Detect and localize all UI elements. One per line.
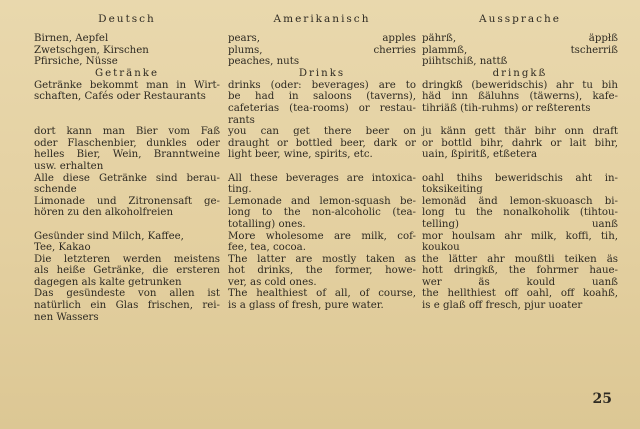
section-heading: dringkß bbox=[492, 67, 548, 79]
blank-line bbox=[34, 115, 220, 127]
text-line: Limonade und Zitronensaft ge- bbox=[34, 195, 220, 207]
text-line: be had in saloons (taverns), bbox=[228, 91, 416, 103]
text-line: Tee, Kakao bbox=[34, 242, 91, 254]
text-line: natürlich ein Glas frischen, rei- bbox=[34, 300, 220, 312]
column-aussprache-body bbox=[422, 33, 618, 312]
text-line: draught or bottled beer, dark or bbox=[228, 137, 416, 149]
text-line: ju känn gett thär bihr onn draft bbox=[422, 126, 618, 138]
text-line: light beer, wine, spirits, etc. bbox=[228, 149, 373, 161]
text-line: toksikeiting bbox=[422, 184, 483, 196]
text-line: Gesünder sind Milch, Kaffee, bbox=[34, 230, 184, 242]
text-line: All these beverages are intoxica- bbox=[228, 172, 416, 184]
column-amerikanisch bbox=[228, 14, 416, 312]
text-line: the hellthiest off oahl, off koahß, bbox=[422, 288, 618, 300]
blank-line bbox=[422, 115, 618, 127]
text-line: schende bbox=[34, 184, 77, 196]
text-line: plums, cherries bbox=[228, 44, 416, 56]
text-line: hören zu den alkoholfreien bbox=[34, 207, 174, 219]
text-line: hott dringkß, the fohrmer haue- bbox=[422, 265, 618, 277]
text-line: The latter are mostly taken as bbox=[228, 253, 416, 265]
text-line: Lemonade and lemon-squash be- bbox=[228, 195, 416, 207]
text-line: is a glass of fresh, pure water. bbox=[228, 300, 384, 312]
text-line: tihriäß (tih-ruhms) or reßterents bbox=[422, 102, 591, 114]
text-line: plammß, tscherriß bbox=[422, 44, 618, 56]
text-line: koukou bbox=[422, 242, 460, 254]
text-line: Birnen, Aepfel bbox=[34, 33, 109, 44]
text-line: als heiße Getränke, die ersteren bbox=[34, 265, 220, 277]
text-line: More wholesome are milk, cof- bbox=[228, 230, 416, 242]
text-line: Die letzteren werden meistens bbox=[34, 253, 220, 265]
text-line: the lätter ahr moußtli teiken äs bbox=[422, 253, 618, 265]
text-line: long to the non-alcoholic (tea- bbox=[228, 207, 416, 219]
text-line: häd inn ßäluhns (täwerns), kafe- bbox=[422, 91, 618, 103]
text-line: hot drinks, the former, howe- bbox=[228, 265, 416, 277]
text-line: Getränke bekommt man in Wirt- bbox=[34, 79, 220, 91]
text-line: long tu the nonalkoholik (tihtou- bbox=[422, 207, 618, 219]
text-line: or bottld bihr, dahrk or lait bihr, bbox=[422, 137, 618, 149]
section-heading: Getränke bbox=[95, 67, 159, 79]
text-line: oder Flaschenbier, dunkles oder bbox=[34, 137, 220, 149]
text-line: pears, apples bbox=[228, 33, 416, 44]
text-line: dagegen als kalte getrunken bbox=[34, 276, 182, 288]
text-line: dort kann man Bier vom Faß bbox=[34, 126, 220, 138]
text-line: Das gesündeste von allen ist bbox=[34, 288, 220, 300]
blank-line bbox=[34, 103, 220, 115]
page-number: 25 bbox=[592, 391, 612, 407]
text-line: rants bbox=[228, 114, 255, 126]
text-line: telling) uanß bbox=[422, 218, 618, 230]
text-line: schaften, Cafés oder Restaurants bbox=[34, 91, 206, 103]
text-line: usw. erhalten bbox=[34, 160, 104, 172]
column-aussprache bbox=[422, 14, 618, 312]
text-line: is e glaß off fresch, pjur uoater bbox=[422, 300, 583, 312]
text-line: The healthiest of all, of course, bbox=[228, 288, 416, 300]
section-heading: Drinks bbox=[298, 67, 346, 79]
text-line: ver, as cold ones. bbox=[228, 276, 317, 288]
text-line: Alle diese Getränke sind berau- bbox=[34, 172, 220, 184]
header-deutsch: Deutsch bbox=[98, 13, 156, 25]
blank-line bbox=[34, 219, 220, 231]
text-line: Zwetschgen, Kirschen bbox=[34, 44, 149, 56]
text-line: ting. bbox=[228, 184, 252, 196]
header-amerikanisch: Amerikanisch bbox=[273, 13, 371, 25]
text-line: drinks (oder: beverages) are to bbox=[228, 79, 416, 91]
text-line: peaches, nuts bbox=[228, 56, 300, 68]
text-line: nen Wassers bbox=[34, 311, 99, 323]
blank-line bbox=[422, 161, 618, 173]
column-deutsch bbox=[34, 14, 220, 323]
text-line: Pfirsiche, Nüsse bbox=[34, 56, 118, 68]
text-line: dringkß (beweridschis) ahr tu bih bbox=[422, 79, 618, 91]
text-line: fee, tea, cocoa. bbox=[228, 242, 306, 254]
text-line: you can get there beer on bbox=[228, 126, 416, 138]
text-line: totalling) ones. bbox=[228, 218, 306, 230]
text-line: piihtschiß, nattß bbox=[422, 56, 508, 68]
blank-line bbox=[228, 161, 416, 173]
column-deutsch-body bbox=[34, 33, 220, 323]
text-line: cafeterias (tea-rooms) or restau- bbox=[228, 102, 416, 114]
text-line: pährß, äppłß bbox=[422, 33, 618, 44]
text-line: uain, ßpiritß, etßetera bbox=[422, 149, 538, 161]
header-aussprache: Aussprache bbox=[479, 13, 561, 25]
text-line: wer äs kould uanß bbox=[422, 276, 618, 288]
text-line: helles Bier, Wein, Branntweine bbox=[34, 149, 220, 161]
text-line: lemonäd änd lemon-skuoasch bi- bbox=[422, 195, 618, 207]
text-line: mor houlsam ahr milk, koffi, tih, bbox=[422, 230, 618, 242]
column-amerikanisch-body bbox=[228, 33, 416, 312]
text-line: oahl thihs beweridschis aht in- bbox=[422, 172, 618, 184]
